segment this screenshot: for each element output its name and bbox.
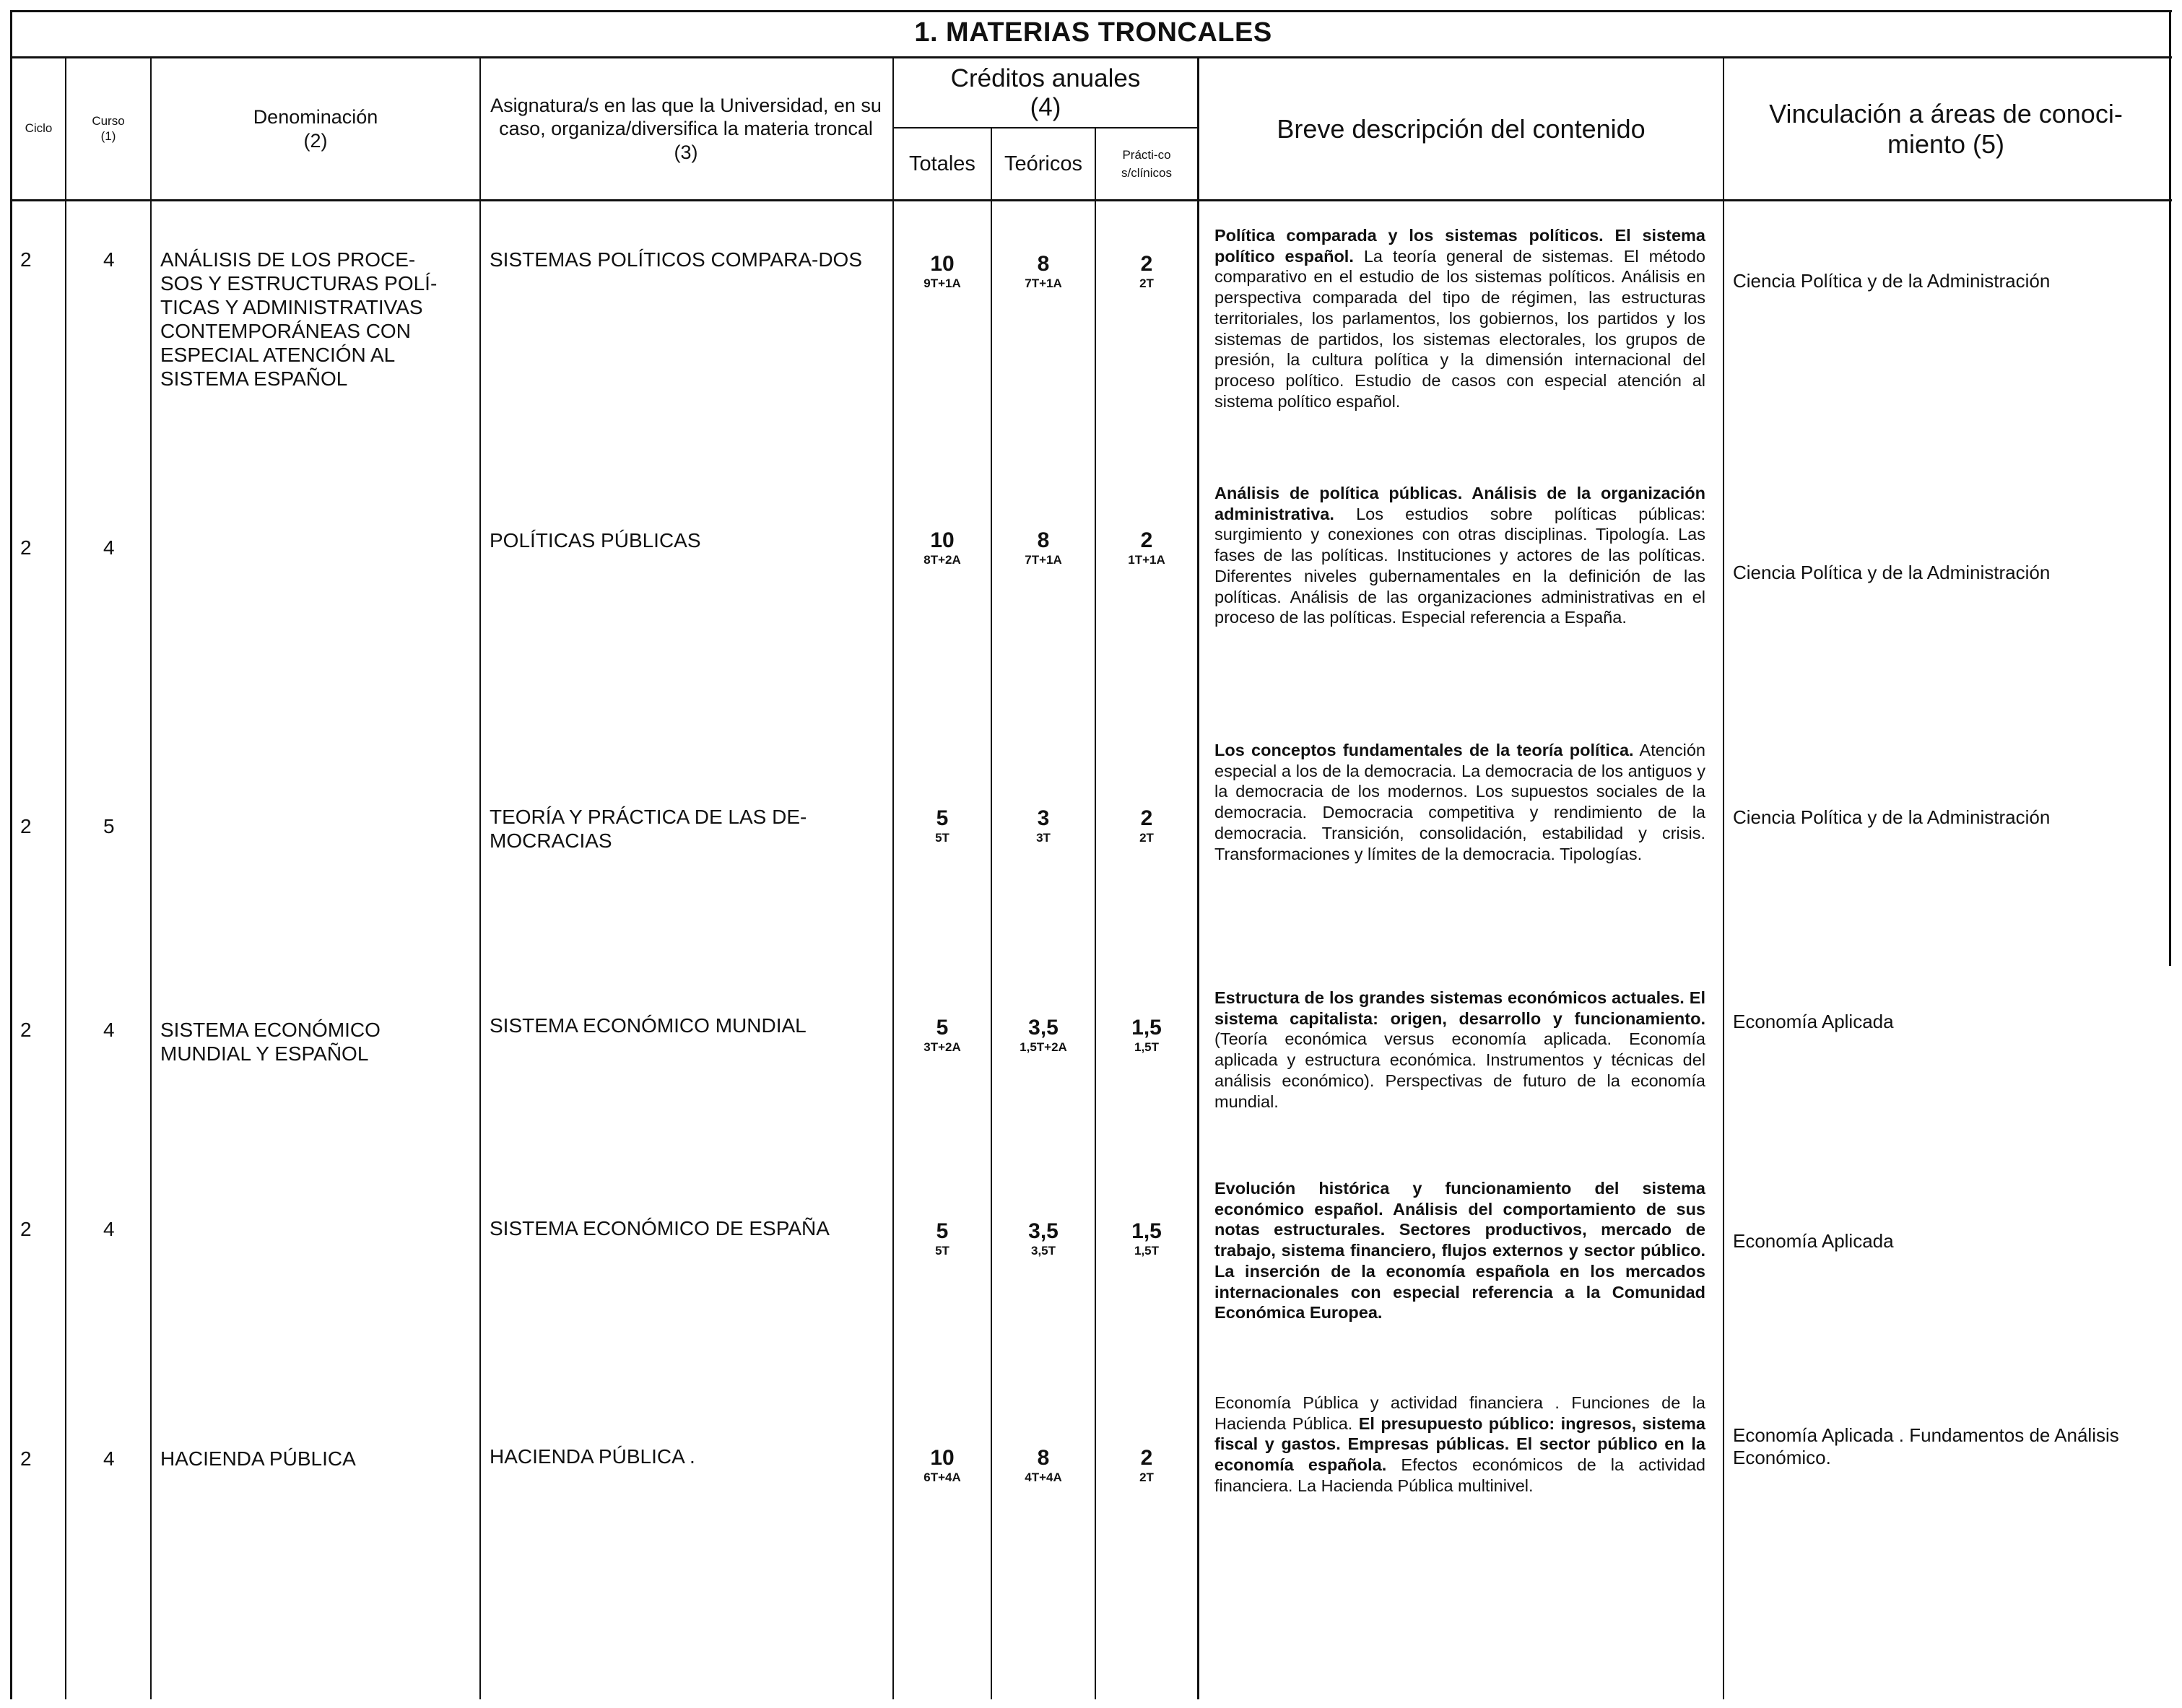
practicos-breakdown: 2T	[1139, 276, 1154, 290]
practicos-breakdown: 1,5T	[1134, 1244, 1160, 1258]
description-bold: Los conceptos fundamentales de la teoría política.	[1214, 741, 1634, 759]
header-teoricos-label: Teóricos	[1004, 152, 1082, 175]
cell-descripcion	[1214, 225, 1705, 411]
col-divider-denominacion	[479, 56, 481, 1699]
cell-teoricos	[992, 253, 1095, 292]
totales-breakdown: 5T	[935, 1244, 949, 1258]
cell-practicos	[1096, 1447, 1197, 1486]
cell-totales	[894, 807, 991, 846]
cell-descripcion	[1214, 988, 1705, 1112]
description-bold: Análisis de política públicas. Análisis de la organización administrativa.	[1214, 484, 1705, 523]
header-denominacion	[152, 58, 479, 199]
right-border	[2169, 10, 2171, 966]
description-bold: Evolución histórica y funcionamiento del sistema económico español. Análisis del comportamiento de sus notas estructurales. Sectores productivos, mercado de trabajo, sistema financiero, flujos externos y sector público. La inserción de la economía española en los mercados internacionales con especial referencia a la Comunidad Económica Europea.	[1214, 1179, 1705, 1323]
cell-teoricos	[992, 529, 1095, 568]
description-pre: Economía Pública y actividad financiera . Funciones de la Hacienda Pública.	[1214, 1393, 1705, 1433]
header-ciclo	[12, 58, 65, 199]
description-bold: El presupuesto público: ingresos, sistema fiscal y gastos. Empresas públicas. El sector público en la economía española.	[1214, 1413, 1705, 1475]
header-curso-label: Curso	[92, 114, 125, 128]
teoricos-value: 8	[1037, 528, 1050, 552]
header-asignatura-label: Asignatura/s en las que la Universidad, en su caso, organiza/diversifica la materia troncal (3)	[490, 94, 882, 163]
description-text: Atención especial a los de la democracia. La democracia de los antiguos y la democracia de los modernos. Los supuestos sociales de la democracia. Democracia competitiva y rendimiento de la democracia. Transición, consolidación, estabilidad y crisis. Transformaciones y límites de la democracia. Tipologías.	[1214, 741, 1705, 863]
header-totales	[894, 128, 991, 199]
header-creditos-label: Créditos anuales	[950, 64, 1141, 92]
header-practicos-label: Prácti-cos/clínicos	[1121, 148, 1172, 180]
totales-value: 5	[936, 1016, 949, 1040]
practicos-value: 2	[1140, 806, 1153, 830]
totales-breakdown: 8T+2A	[923, 553, 961, 567]
header-teoricos	[992, 128, 1095, 199]
cell-teoricos	[992, 1220, 1095, 1259]
practicos-breakdown: 1,5T	[1134, 1040, 1160, 1054]
left-border	[10, 10, 12, 1699]
practicos-value: 1,5	[1131, 1219, 1162, 1243]
cell-practicos	[1096, 529, 1197, 568]
cell-curso: 4	[103, 1447, 115, 1470]
totales-value: 5	[936, 806, 949, 830]
totales-value: 10	[930, 1446, 955, 1470]
cell-ciclo: 2	[20, 248, 32, 271]
totales-breakdown: 6T+4A	[923, 1470, 961, 1484]
practicos-value: 1,5	[1131, 1016, 1162, 1040]
description-text: (Teoría económica versus economía aplicada. Economía aplicada y estructura económica. Instrumentos y técnicas del análisis económico). Perspectivas de futuro de la economía mundial.	[1214, 1029, 1705, 1111]
cell-curso: 4	[103, 248, 115, 271]
cell-teoricos	[992, 807, 1095, 846]
cell-asignatura: POLÍTICAS PÚBLICAS	[490, 529, 701, 552]
cell-totales	[894, 1016, 991, 1055]
table-title: 1. MATERIAS TRONCALES	[914, 17, 1272, 48]
header-descripcion-label: Breve descripción del contenido	[1277, 113, 1646, 144]
header-creditos-note: (4)	[1030, 92, 1061, 121]
teoricos-value: 3,5	[1028, 1016, 1059, 1040]
practicos-value: 2	[1140, 528, 1153, 552]
cell-curso: 4	[103, 1218, 115, 1240]
cell-ciclo: 2	[20, 1218, 32, 1240]
teoricos-breakdown: 3T	[1036, 831, 1051, 845]
totales-breakdown: 3T+2A	[923, 1040, 961, 1054]
header-denominacion-note: (2)	[303, 129, 328, 152]
cell-teoricos	[992, 1016, 1095, 1055]
description-text: La teoría general de sistemas. El método comparativo en el estudio de los sistemas políticos. Análisis en perspectiva comparada del tipo de régimen, las estructuras territoriales, los parlamentos, los gobiernos, los partidos y los sistemas de partidos, los sistemas electorales, los grupos de presión, la cultura política y la dimensión internacional del proceso político. Estudio de casos con especial atención al sistema político español.	[1214, 246, 1705, 411]
cell-ciclo: 2	[20, 536, 32, 559]
practicos-breakdown: 2T	[1139, 1470, 1154, 1484]
cell-asignatura: SISTEMA ECONÓMICO DE ESPAÑA	[490, 1217, 830, 1239]
cell-descripcion	[1214, 1178, 1705, 1323]
cell-denominacion: HACIENDA PÚBLICA	[160, 1447, 356, 1470]
cell-area: Ciencia Política y de la Administración	[1733, 270, 2051, 292]
cell-asignatura: SISTEMA ECONÓMICO MUNDIAL	[490, 1014, 807, 1037]
cell-denominacion: SISTEMA ECONÓMICO MUNDIAL Y ESPAÑOL	[160, 1019, 381, 1065]
cell-area: Economía Aplicada	[1733, 1230, 1894, 1252]
description-bold: Política comparada y los sistemas políticos. El sistema político español.	[1214, 226, 1705, 266]
totales-value: 10	[930, 528, 955, 552]
cell-ciclo: 2	[20, 815, 32, 837]
description-bold: Estructura de los grandes sistemas económicos actuales. El sistema capitalista: origen, desarrollo y funcionamiento.	[1214, 988, 1705, 1028]
practicos-breakdown: 2T	[1139, 831, 1154, 845]
totales-breakdown: 5T	[935, 831, 949, 845]
cell-totales	[894, 1447, 991, 1486]
header-practicos	[1096, 128, 1197, 199]
totales-value: 5	[936, 1219, 949, 1243]
col-divider-curso	[150, 56, 152, 1699]
header-creditos	[894, 58, 1197, 127]
cell-area: Economía Aplicada	[1733, 1011, 1894, 1032]
cell-practicos	[1096, 807, 1197, 846]
cell-area: Economía Aplicada . Fundamentos de Análisis Económico.	[1733, 1424, 2119, 1468]
description-text: Los estudios sobre políticas públicas: surgimiento y conexiones con otras disciplinas. Tipología. Las fases de las políticas. Instituciones y actores de las políticas. Diferentes niveles gubernamentales en la definición de las políticas. Análisis de las organizaciones administrativas en el proceso de las políticas. Especial referencia a España.	[1214, 504, 1705, 627]
cell-area: Ciencia Política y de la Administración	[1733, 562, 2051, 583]
totales-breakdown: 9T+1A	[923, 276, 961, 290]
cell-practicos	[1096, 1016, 1197, 1055]
teoricos-breakdown: 3,5T	[1030, 1244, 1056, 1258]
teoricos-value: 3	[1037, 806, 1050, 830]
header-curso	[66, 58, 150, 199]
col-divider-descripcion	[1723, 56, 1724, 1699]
header-descripcion	[1199, 58, 1723, 199]
teoricos-value: 8	[1037, 1446, 1050, 1470]
cell-curso: 4	[103, 536, 115, 559]
cell-area: Ciencia Política y de la Administración	[1733, 806, 2051, 828]
practicos-breakdown: 1T+1A	[1128, 553, 1165, 567]
col-divider-creditos	[1197, 56, 1199, 1699]
cell-teoricos	[992, 1447, 1095, 1486]
header-curso-note: (1)	[100, 128, 116, 143]
header-ciclo-label: Ciclo	[25, 121, 53, 136]
totales-value: 10	[930, 252, 955, 276]
teoricos-breakdown: 4T+4A	[1025, 1470, 1062, 1484]
cell-practicos	[1096, 1220, 1197, 1259]
cell-ciclo: 2	[20, 1447, 32, 1470]
description-text: Efectos económicos de la actividad financiera. La Hacienda Pública multinivel.	[1214, 1455, 1705, 1495]
teoricos-value: 3,5	[1028, 1219, 1059, 1243]
header-vinculacion	[1733, 58, 2159, 199]
header-divider	[10, 199, 2172, 201]
practicos-value: 2	[1140, 252, 1153, 276]
cell-ciclo: 2	[20, 1019, 32, 1041]
cell-totales	[894, 1220, 991, 1259]
cell-totales	[894, 529, 991, 568]
header-asignatura	[485, 58, 887, 199]
cell-descripcion	[1214, 483, 1705, 628]
col-divider-ciclo	[65, 56, 66, 1699]
cell-curso: 4	[103, 1019, 115, 1041]
cell-denominacion: ANÁLISIS DE LOS PROCE-SOS Y ESTRUCTURAS POLÍ-TICAS Y ADMINISTRATIVAS CONTEMPORÁNEAS CON ESPECIAL ATENCIÓN AL SISTEMA ESPAÑOL	[160, 248, 438, 390]
cell-asignatura: HACIENDA PÚBLICA .	[490, 1445, 695, 1468]
header-totales-label: Totales	[909, 152, 975, 175]
cell-descripcion	[1214, 740, 1705, 864]
header-vinculacion-label: Vinculación a áreas de conoci-miento (5)	[1769, 98, 2123, 159]
cell-curso: 5	[103, 815, 115, 837]
cell-practicos	[1096, 253, 1197, 292]
teoricos-value: 8	[1037, 252, 1050, 276]
cell-asignatura: TEORÍA Y PRÁCTICA DE LAS DE-MOCRACIAS	[490, 806, 807, 852]
cell-totales	[894, 253, 991, 292]
teoricos-breakdown: 7T+1A	[1025, 553, 1062, 567]
teoricos-breakdown: 7T+1A	[1025, 276, 1062, 290]
header-denominacion-label: Denominación	[253, 106, 378, 128]
practicos-value: 2	[1140, 1446, 1153, 1470]
cell-descripcion	[1214, 1393, 1705, 1496]
teoricos-breakdown: 1,5T+2A	[1020, 1040, 1067, 1054]
cell-asignatura: SISTEMAS POLÍTICOS COMPARA-DOS	[490, 248, 863, 271]
